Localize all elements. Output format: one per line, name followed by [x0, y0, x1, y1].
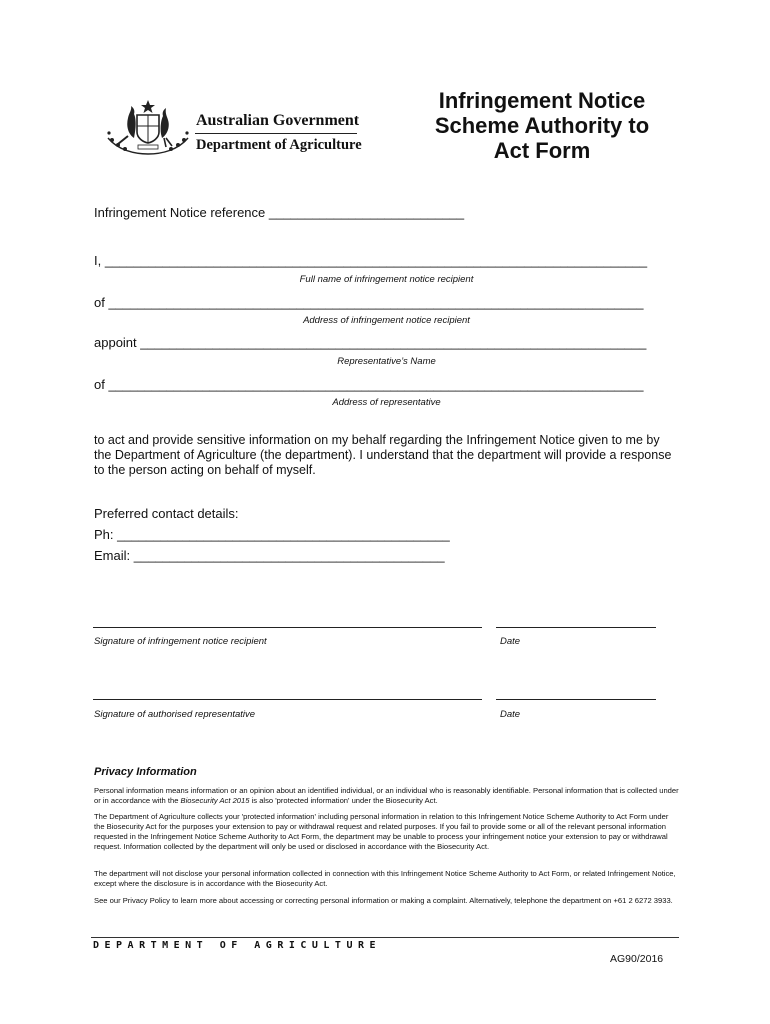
- coat-of-arms-icon: [104, 98, 192, 156]
- reference-field[interactable]: Infringement Notice reference ___________________________: [94, 205, 465, 220]
- representative-name-field[interactable]: appoint ______________________________________________________________________: [94, 335, 647, 350]
- government-wordmark: Australian Government: [196, 112, 360, 129]
- privacy-paragraph-1: [94, 786, 679, 806]
- phone-field[interactable]: Ph: ______________________________________________: [94, 527, 450, 542]
- privacy-paragraph-4: See our Privacy Policy to learn more about accessing or correcting personal information or making a complaint. Alternatively, telephone the department on +61 2 6272 3933.: [94, 896, 673, 905]
- form-title-line-1: Infringement Notice: [438, 88, 646, 113]
- email-field[interactable]: Email: ___________________________________________: [94, 548, 445, 563]
- privacy-paragraph-3: The department will not disclose your personal information collected in connection with this Infringement Notice Scheme Authority to Act Form, or related Infringement Notice, except where the disclosure is in accordance with the Biosecurity Act.: [94, 869, 676, 888]
- recipient-date-caption: Date: [500, 636, 521, 647]
- department-wordmark: Department of Agriculture: [196, 137, 362, 153]
- footer-department: DEPARTMENT OF AGRICULTURE: [93, 940, 382, 951]
- representative-address-field[interactable]: of __________________________________________________________________________: [94, 377, 644, 392]
- representative-signature-line[interactable]: [93, 699, 482, 700]
- authorisation-statement: to act and provide sensitive information on my behalf regarding the Infringement Notice given to me by the Department of Agriculture (the department). I understand that the department will provide a response to the person acting on behalf of myself.: [94, 433, 672, 477]
- form-title-line-3: Act Form: [493, 138, 591, 163]
- wordmark-divider: [195, 133, 357, 134]
- privacy-p1-text: Personal information means information or an opinion about an identified individual, or an individual who is reasonably identifiable. Personal information that is collected under or in accordance with the: [94, 786, 679, 805]
- recipient-address-field[interactable]: of __________________________________________________________________________: [94, 295, 644, 310]
- privacy-paragraph-2: The Department of Agriculture collects your 'protected information' including personal information in relation to this Infringement Notice Scheme Authority to Act Form under the Biosecurity Act for the purposes your extension to pay or withdrawal request and related purposes. If you fail to provide some or all of the relevant personal information requested in the Infringement Notice Scheme Authority to Act Form, the department may be unable to process your infringement notice your extension to pay or withdrawal request. Information collected by the department will only be used or disclosed in accordance with the Biosecurity Act.: [94, 812, 669, 851]
- biosecurity-act-reference: Biosecurity Act 2015: [180, 796, 250, 805]
- representative-signature-caption: Signature of authorised representative: [94, 709, 256, 720]
- representative-date-caption: Date: [500, 709, 521, 720]
- representative-name-caption: Representative’s Name: [337, 356, 436, 367]
- representative-address-caption: Address of representative: [332, 397, 441, 408]
- form-title: [402, 88, 682, 163]
- recipient-address-caption: Address of infringement notice recipient: [303, 315, 470, 326]
- footer-divider: [91, 937, 679, 938]
- recipient-name-caption: Full name of infringement notice recipient: [299, 274, 474, 285]
- form-title-line-2: Scheme Authority to: [434, 113, 650, 138]
- recipient-signature-line[interactable]: [93, 627, 482, 628]
- privacy-p1-text-end: is also 'protected information' under the Biosecurity Act.: [249, 796, 438, 805]
- recipient-signature-caption: Signature of infringement notice recipient: [94, 636, 267, 647]
- form-code: AG90/2016: [610, 953, 664, 965]
- recipient-date-line[interactable]: [496, 627, 656, 628]
- recipient-name-field[interactable]: I, ___________________________________________________________________________: [94, 253, 648, 268]
- representative-date-line[interactable]: [496, 699, 656, 700]
- privacy-heading: Privacy Information: [94, 766, 197, 778]
- contact-heading: Preferred contact details:: [94, 506, 239, 521]
